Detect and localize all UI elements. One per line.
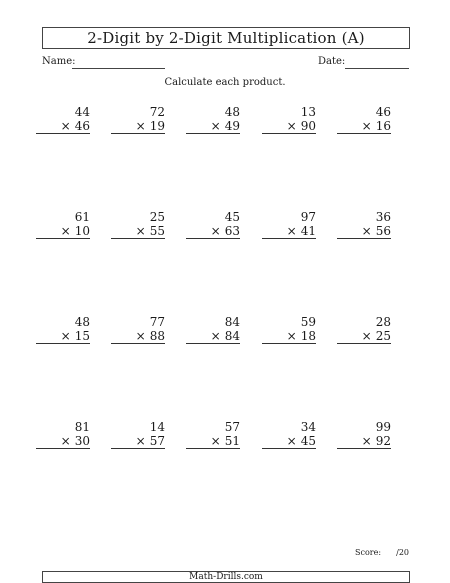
multiplicand: 25: [149, 210, 165, 224]
multiplier: 46: [74, 119, 90, 133]
problem: [36, 420, 90, 449]
multiplicand: 81: [74, 420, 90, 434]
instructions: Calculate each product.: [164, 77, 286, 88]
multiplier-row: [262, 224, 316, 239]
multiplier-row: [111, 224, 165, 239]
multiplicand: 45: [224, 210, 240, 224]
multiplicand: 59: [300, 315, 316, 329]
multiplier-row: [36, 329, 90, 344]
times-sign: ×: [286, 329, 297, 343]
multiplier-row: [186, 329, 240, 344]
multiplicand: 13: [300, 105, 316, 119]
problem: [36, 105, 90, 134]
multiplier: 45: [300, 434, 316, 448]
problem: [36, 315, 90, 344]
multiplier: 16: [375, 119, 391, 133]
multiplier: 92: [375, 434, 391, 448]
multiplicand: 61: [74, 210, 90, 224]
score-label: Score:: [355, 548, 382, 557]
worksheet-title: 2-Digit by 2-Digit Multiplication (A): [87, 29, 365, 47]
problem: [186, 420, 240, 449]
times-sign: ×: [60, 224, 71, 238]
multiplier-row: [262, 119, 316, 134]
multiplier: 41: [300, 224, 316, 238]
multiplicand: 48: [224, 105, 240, 119]
times-sign: ×: [361, 119, 372, 133]
problem: [262, 420, 316, 449]
multiplier: 19: [149, 119, 165, 133]
multiplicand: 48: [74, 315, 90, 329]
problem: [262, 210, 316, 239]
multiplicand: 46: [375, 105, 391, 119]
score-total: /20: [396, 548, 409, 557]
name-line: [72, 68, 165, 69]
problem: [36, 210, 90, 239]
multiplier: 84: [224, 329, 240, 343]
multiplicand: 99: [375, 420, 391, 434]
times-sign: ×: [60, 434, 71, 448]
multiplier: 63: [224, 224, 240, 238]
problem: [111, 105, 165, 134]
multiplier-row: [186, 119, 240, 134]
multiplicand: 97: [300, 210, 316, 224]
multiplier: 51: [224, 434, 240, 448]
multiplier-row: [36, 434, 90, 449]
footer-box: [42, 571, 410, 583]
multiplier: 49: [224, 119, 240, 133]
problem: [186, 105, 240, 134]
multiplier: 30: [74, 434, 90, 448]
times-sign: ×: [135, 224, 146, 238]
worksheet-title-box: [42, 27, 410, 49]
multiplier: 15: [74, 329, 90, 343]
multiplier-row: [262, 434, 316, 449]
multiplier: 56: [375, 224, 391, 238]
times-sign: ×: [210, 224, 221, 238]
times-sign: ×: [361, 329, 372, 343]
problem: [111, 420, 165, 449]
times-sign: ×: [361, 224, 372, 238]
multiplier: 57: [149, 434, 165, 448]
multiplier: 25: [375, 329, 391, 343]
multiplier-row: [111, 434, 165, 449]
times-sign: ×: [60, 329, 71, 343]
multiplier-row: [337, 434, 391, 449]
times-sign: ×: [135, 119, 146, 133]
footer-text: Math-Drills.com: [189, 572, 263, 582]
multiplier: 88: [149, 329, 165, 343]
multiplicand: 36: [375, 210, 391, 224]
date-label: Date:: [318, 56, 346, 67]
times-sign: ×: [210, 434, 221, 448]
multiplier-row: [337, 224, 391, 239]
problem: [337, 210, 391, 239]
date-line: [345, 68, 409, 69]
score: [355, 548, 409, 557]
multiplier-row: [186, 434, 240, 449]
times-sign: ×: [135, 434, 146, 448]
times-sign: ×: [210, 329, 221, 343]
multiplier: 18: [300, 329, 316, 343]
times-sign: ×: [60, 119, 71, 133]
multiplicand: 77: [149, 315, 165, 329]
multiplier: 10: [74, 224, 90, 238]
multiplicand: 34: [300, 420, 316, 434]
multiplicand: 44: [74, 105, 90, 119]
multiplier: 90: [300, 119, 316, 133]
problem: [186, 210, 240, 239]
multiplier-row: [186, 224, 240, 239]
times-sign: ×: [286, 224, 297, 238]
multiplicand: 84: [224, 315, 240, 329]
multiplicand: 57: [224, 420, 240, 434]
problem: [262, 105, 316, 134]
multiplier-row: [111, 119, 165, 134]
problem: [111, 315, 165, 344]
multiplier-row: [337, 329, 391, 344]
times-sign: ×: [210, 119, 221, 133]
problem: [337, 420, 391, 449]
times-sign: ×: [135, 329, 146, 343]
multiplicand: 14: [149, 420, 165, 434]
multiplicand: 72: [149, 105, 165, 119]
times-sign: ×: [361, 434, 372, 448]
multiplier-row: [36, 224, 90, 239]
problem: [337, 315, 391, 344]
problem: [111, 210, 165, 239]
multiplier-row: [337, 119, 391, 134]
times-sign: ×: [286, 119, 297, 133]
multiplier-row: [36, 119, 90, 134]
problem: [262, 315, 316, 344]
name-label: Name:: [42, 56, 76, 67]
times-sign: ×: [286, 434, 297, 448]
multiplier: 55: [149, 224, 165, 238]
problem: [337, 105, 391, 134]
multiplier-row: [111, 329, 165, 344]
multiplier-row: [262, 329, 316, 344]
problem: [186, 315, 240, 344]
multiplicand: 28: [375, 315, 391, 329]
